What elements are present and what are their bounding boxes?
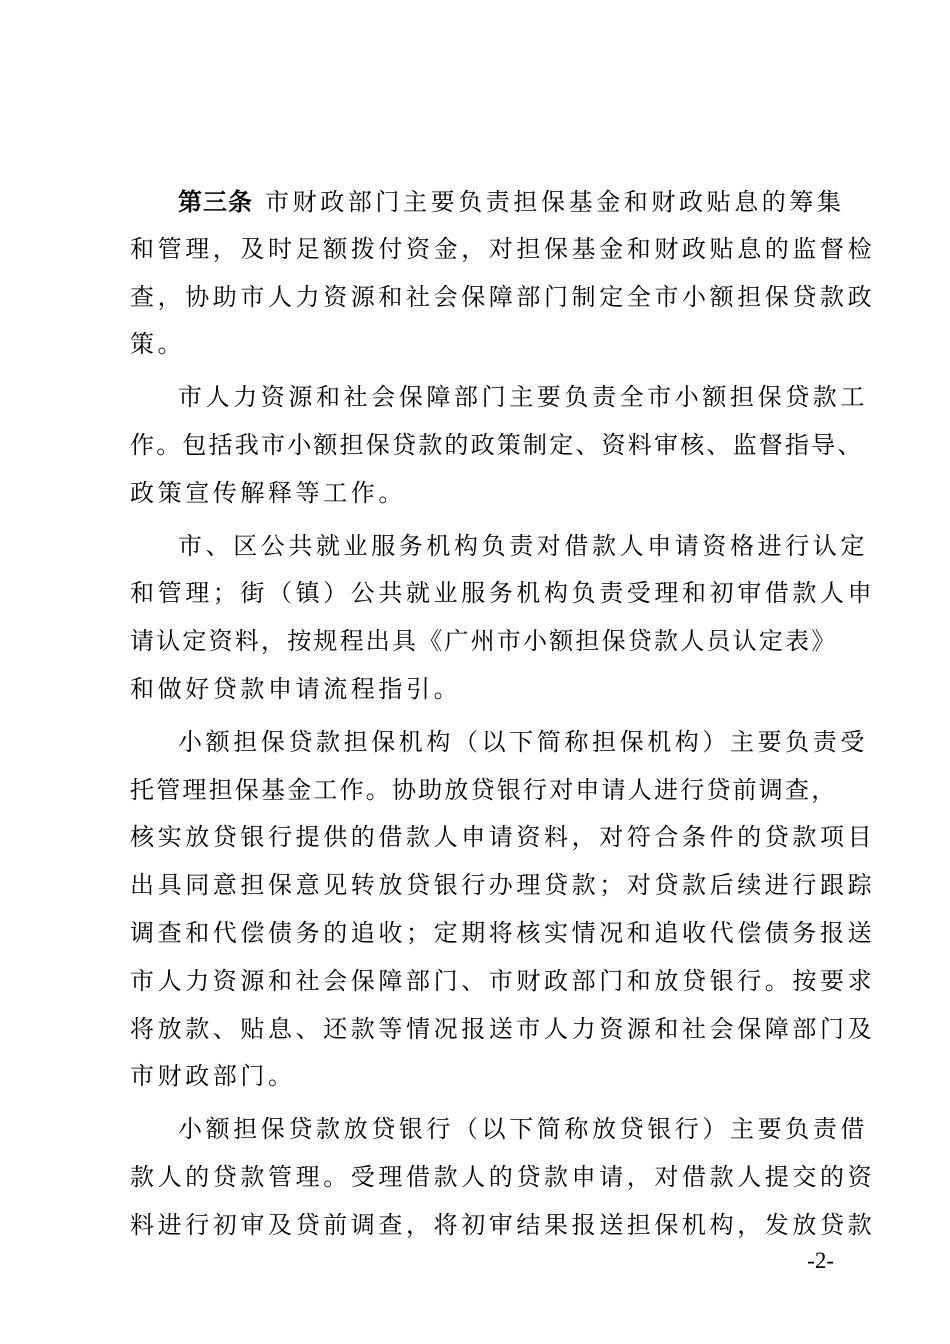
page-number: -2-: [807, 1248, 834, 1273]
text-line: 将放款、贴息、还款等情况报送市人力资源和社会保障部门及: [130, 1014, 876, 1043]
text-line: 市财政部门。: [130, 1062, 296, 1091]
article-label: 第三条: [178, 187, 253, 216]
text-line: 市财政部门主要负责担保基金和财政贴息的筹集: [265, 188, 845, 216]
text-line: 和管理，及时足额拨付资金，对担保基金和财政贴息的监督检: [130, 234, 876, 263]
text-line: 托管理担保基金工作。协助放贷银行对申请人进行贷前调查，: [130, 775, 838, 804]
text-line: 请认定资料，按规程出具《广州市小额担保贷款人员认定表》: [130, 627, 838, 656]
article-first-line: [130, 178, 845, 226]
text-line: 和管理；街（镇）公共就业服务机构负责受理和初审借款人申: [130, 579, 876, 608]
text-line: 核实放贷银行提供的借款人申请资料，对符合条件的贷款项目: [130, 823, 876, 852]
text-line: 市人力资源和社会保障部门、市财政部门和放贷银行。按要求: [130, 966, 876, 995]
document-body: [130, 178, 876, 1250]
text-line: 查，协助市人力资源和社会保障部门制定全市小额担保贷款政: [130, 282, 876, 311]
text-line: 小额担保贷款放贷银行（以下简称放贷银行）主要负责借: [178, 1115, 868, 1144]
text-line: 调查和代偿债务的追收；定期将核实情况和追收代偿债务报送: [130, 918, 876, 947]
text-line: 款人的贷款管理。受理借款人的贷款申请，对借款人提交的资: [130, 1162, 876, 1191]
text-line: 小额担保贷款担保机构（以下简称担保机构）主要负责受: [178, 727, 868, 756]
text-line: 政策宣传解释等工作。: [130, 478, 406, 507]
text-line: 市人力资源和社会保障部门主要负责全市小额担保贷款工: [178, 383, 868, 412]
text-line: 料进行初审及贷前调查，将初审结果报送担保机构，发放贷款: [130, 1210, 876, 1239]
text-line: 策。: [130, 330, 186, 359]
text-line: 和做好贷款申请流程指引。: [130, 674, 462, 703]
text-line: 出具同意担保意见转放贷银行办理贷款；对贷款后续进行跟踪: [130, 871, 876, 900]
text-line: 市、区公共就业服务机构负责对借款人申请资格进行认定: [178, 531, 868, 560]
text-line: 作。包括我市小额担保贷款的政策制定、资料审核、监督指导、: [130, 430, 864, 459]
